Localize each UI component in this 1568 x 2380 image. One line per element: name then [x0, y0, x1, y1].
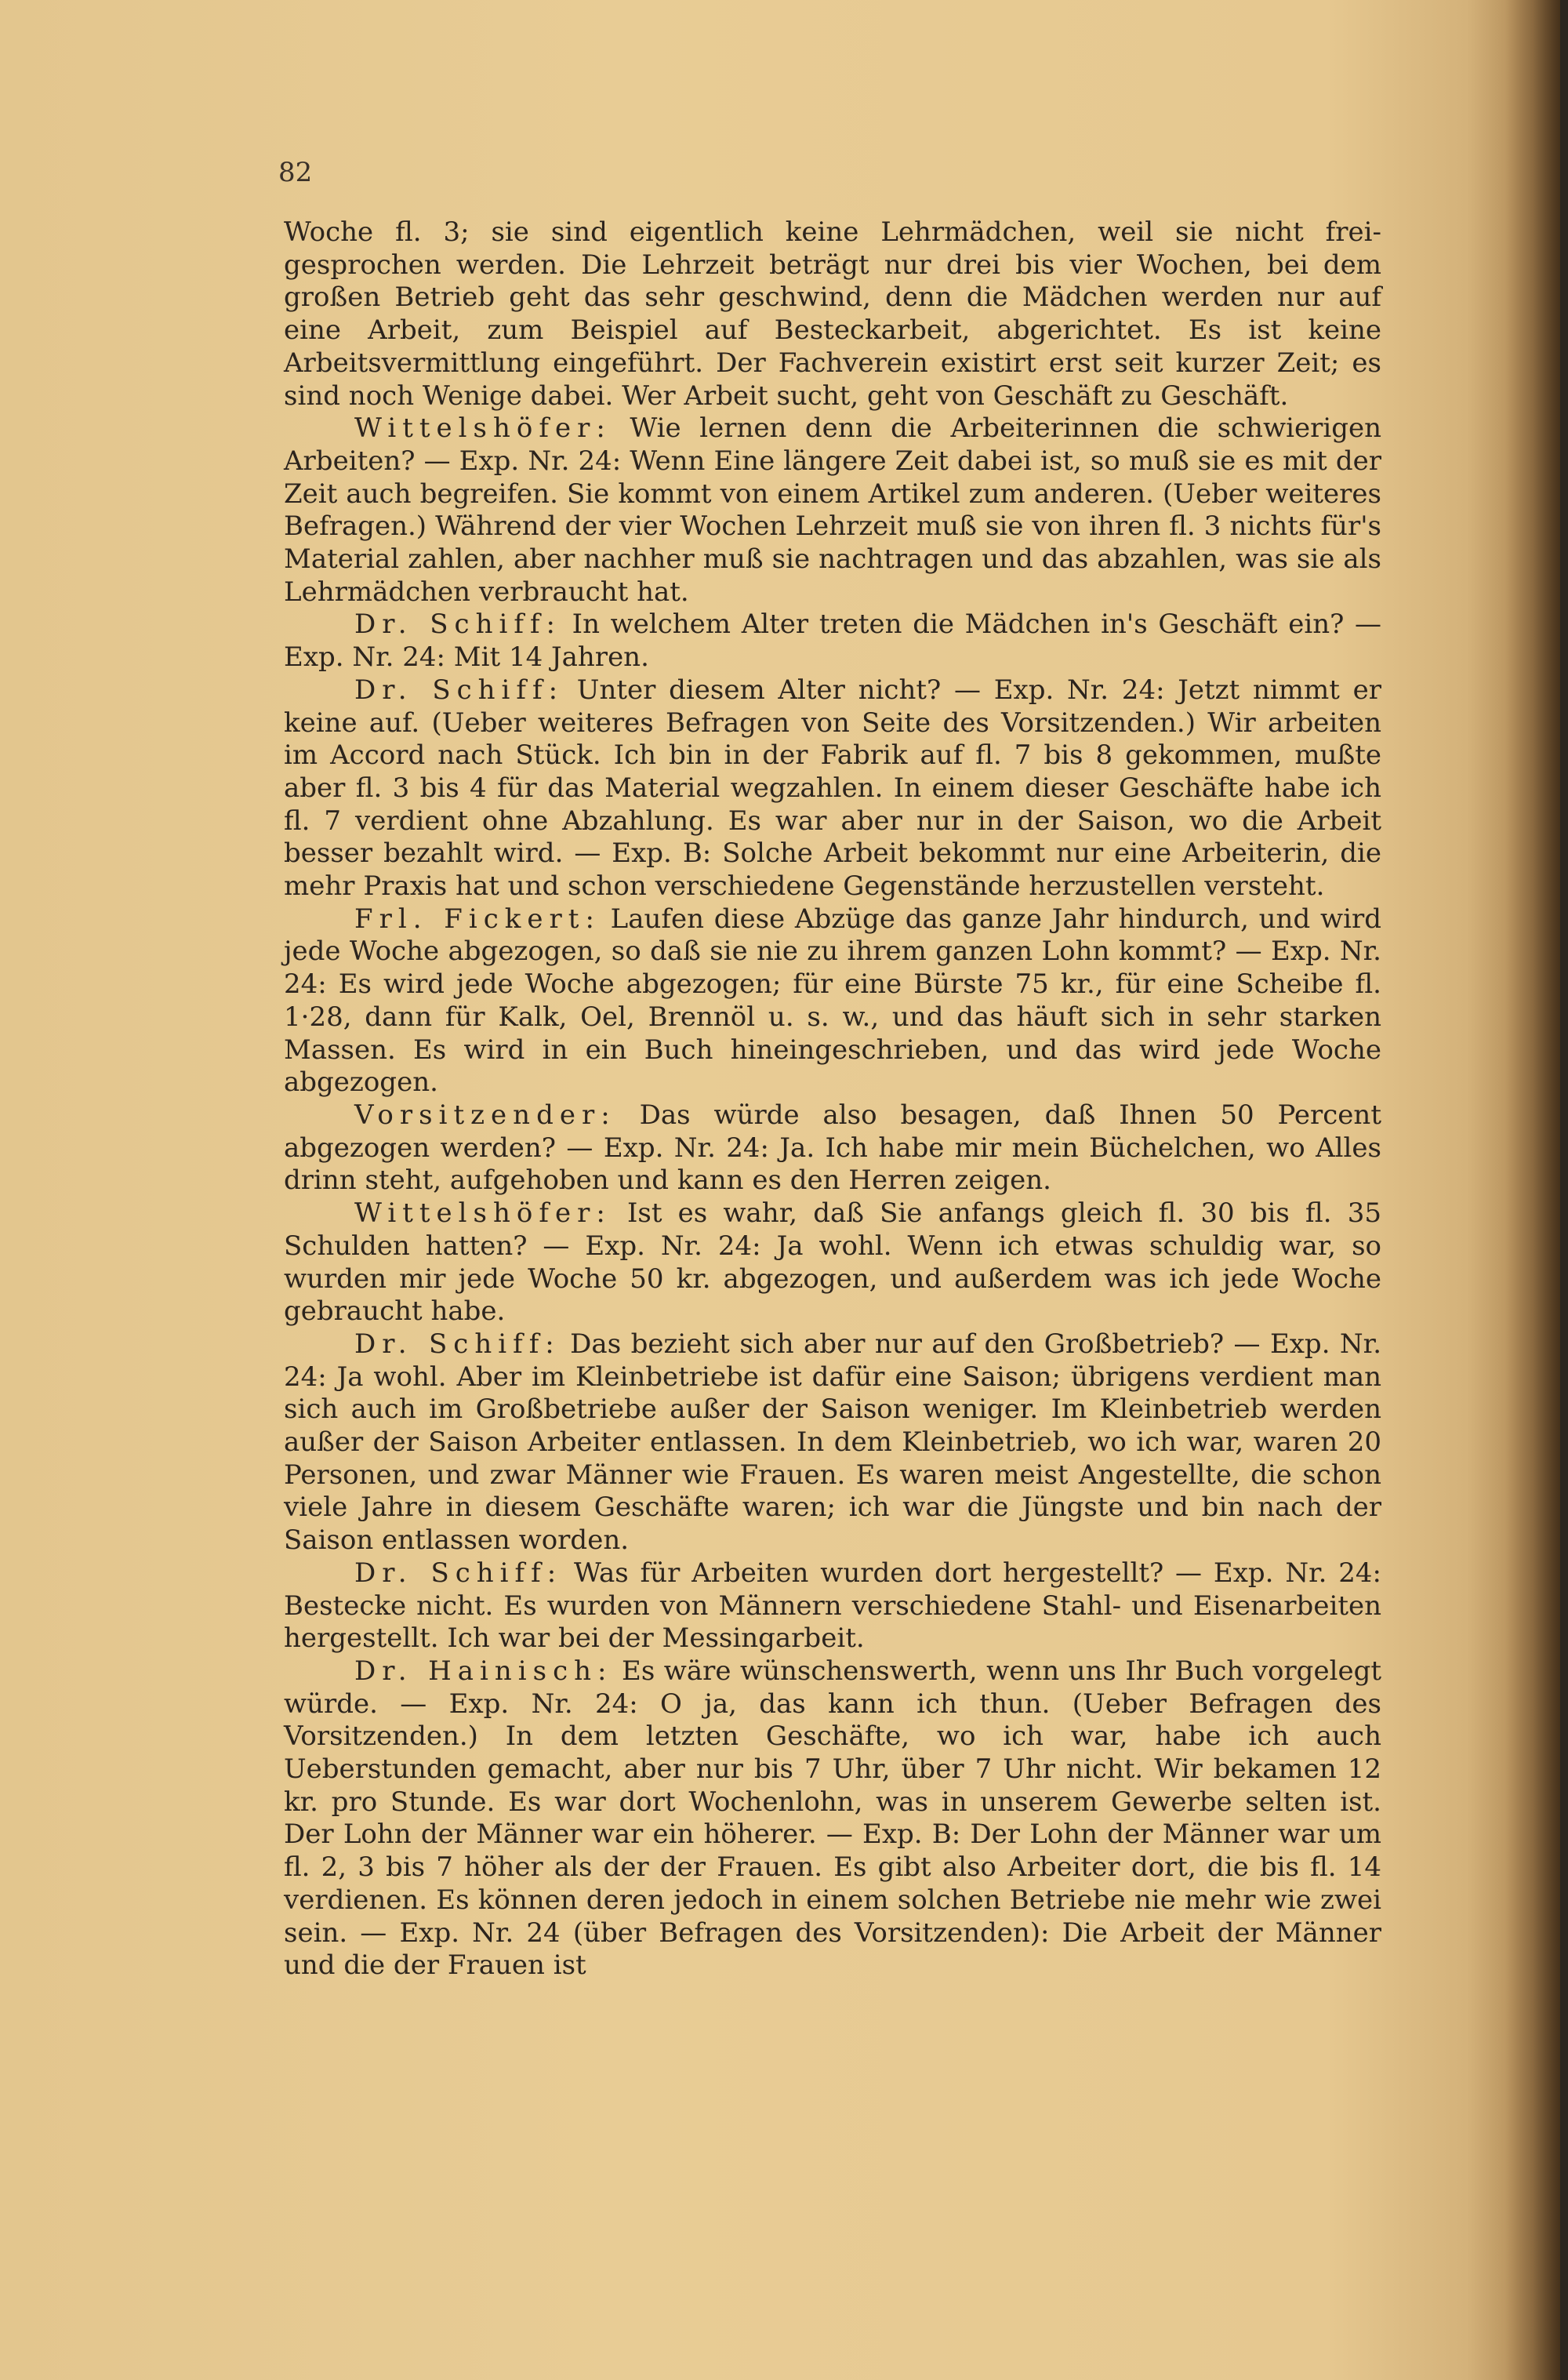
- paragraph-text: Unter diesem Alter nicht? — Exp. Nr. 24: Jetzt nimmt er keine auf. (Ueber weiteres Befragen von Seite des Vorsitzenden.) Wir arbeiten im Accord nach Stück. Ich bin in der Fabrik auf fl. 7 bis 8 gekommen, mußte aber fl. 3 bis 4 für das Material wegzahlen. In einem dieser Geschäfte habe ich fl. 7 verdient ohne Abzahlung. Es war aber nur in der Saison, wo die Arbeit besser bezahlt wird. — Exp. B: Solche Arbeit bekommt nur eine Arbeiterin, die mehr Praxis hat und schon verschiedene Gegenstände herzustellen versteht.: [284, 674, 1382, 903]
- speaker-name: Dr. Schiff:: [354, 609, 561, 641]
- paragraph-text: Wie lernen denn die Arbeiterinnen die schwierigen Arbeiten? — Exp. Nr. 24: Wenn Eine längere Zeit dabei ist, so muß sie es mit der Zeit auch begreifen. Sie kommt von einem Artikel zum anderen. (Ueber weiteres Befragen.) Während der vier Wochen Lehrzeit muß sie von ihren fl. 3 nichts für's Material zahlen, aber nachher muß sie nachtragen und das abzahlen, was sie als Lehrmädchen verbraucht hat.: [284, 412, 1381, 608]
- paragraph: [284, 1099, 1381, 1197]
- speaker-name: Dr. Schiff:: [354, 1328, 561, 1360]
- paragraph-text: Das bezieht sich aber nur auf den Großbetrieb? — Exp. Nr. 24: Ja wohl. Aber im Kleinbetriebe ist dafür eine Saison; übrigens verdient man sich auch im Großbetriebe außer der Saison weniger. Im Kleinbetrieb werden außer der Saison Arbeiter entlassen. In dem Kleinbetrieb, wo ich war, waren 20 Personen, und zwar Männer wie Frauen. Es waren meist Angestellte, die schon viele Jahre in diesem Geschäfte waren; ich war die Jüngste und bin nach der Saison entlassen worden.: [284, 1328, 1382, 1557]
- speaker-name: Dr. Schiff:: [354, 1557, 563, 1589]
- paragraph: [284, 1557, 1381, 1655]
- speaker-name: Dr. Schiff:: [354, 674, 564, 706]
- paragraph: [284, 412, 1381, 609]
- speaker-name: Dr. Hainisch:: [354, 1655, 613, 1687]
- paragraph: [284, 216, 1381, 412]
- paragraph-text: Laufen diese Abzüge das ganze Jahr hindurch, und wird jede Woche abgezogen, so daß sie nie zu ihrem ganzen Lohn kommt? — Exp. Nr. 24: Es wird jede Woche abgezogen; für eine Bürste 75 kr., für eine Scheibe fl. 1·28, dann für Kalk, Oel, Brennöl u. s. w., und das häuft sich in sehr starken Massen. Es wird in ein Buch hineingeschrieben, und das wird jede Woche abgezogen.: [284, 903, 1381, 1099]
- paragraph-text: Was für Arbeiten wurden dort hergestellt? — Exp. Nr. 24: Bestecke nicht. Es wurden von Männern verschiedene Stahl- und Eisenarbeiten hergestellt. Ich war bei der Messingarbeit.: [284, 1557, 1381, 1655]
- paragraph: [284, 1655, 1381, 1982]
- page-number: 82: [278, 157, 313, 188]
- speaker-name: Wittelshöfer:: [354, 1197, 612, 1230]
- speaker-name: Frl. Fickert:: [354, 903, 601, 935]
- paragraph-text: Woche fl. 3; sie sind eigentlich keine Lehrmädchen, weil sie nicht freigesprochen werden. Die Lehrzeit beträgt nur drei bis vier Wochen, bei dem großen Betrieb geht das sehr geschwind, denn die Mädchen werden nur auf eine Arbeit, zum Beispiel auf Besteckarbeit, abgerichtet. Es ist keine Arbeitsvermittlung eingeführt. Der Fachverein existirt erst seit kurzer Zeit; es sind noch Wenige dabei. Wer Arbeit sucht, geht von Geschäft zu Geschäft.: [284, 216, 1381, 412]
- paragraph: [284, 1328, 1381, 1557]
- speaker-name: Vorsitzender:: [354, 1099, 616, 1131]
- book-spine-shadow: [1505, 0, 1560, 2380]
- paragraph-text: Das würde also besagen, daß Ihnen 50 Percent abgezogen werden? — Exp. Nr. 24: Ja. Ich habe mir mein Büchelchen, wo Alles drinn steht, aufgehoben und kann es den Herren zeigen.: [284, 1099, 1381, 1197]
- speaker-name: Wittelshöfer:: [354, 412, 612, 445]
- paragraph-text: In welchem Alter treten die Mädchen in's Geschäft ein? — Exp. Nr. 24: Mit 14 Jahren.: [284, 609, 1381, 674]
- paragraph: [284, 1197, 1381, 1328]
- paragraph: [284, 903, 1381, 1099]
- text-body: [284, 216, 1381, 1982]
- paragraph-text: Ist es wahr, daß Sie anfangs gleich fl. 30 bis fl. 35 Schulden hatten? — Exp. Nr. 24: Ja wohl. Wenn ich etwas schuldig war, so wurden mir jede Woche 50 kr. abgezogen, und außerdem was ich jede Woche gebraucht habe.: [284, 1197, 1381, 1328]
- paragraph: [284, 609, 1381, 674]
- paragraph-text: Es wäre wünschenswerth, wenn uns Ihr Buch vorgelegt würde. — Exp. Nr. 24: O ja, das kann ich thun. (Ueber Befragen des Vorsitzenden.) In dem letzten Geschäfte, wo ich war, habe ich auch Ueberstunden gemacht, aber nur bis 7 Uhr, über 7 Uhr nicht. Wir bekamen 12 kr. pro Stunde. Es war dort Wochenlohn, was in unserem Gewerbe selten ist. Der Lohn der Männer war ein höherer. — Exp. B: Der Lohn der Männer war um fl. 2, 3 bis 7 höher als der der Frauen. Es gibt also Arbeiter dort, die bis fl. 14 verdienen. Es können deren jedoch in einem solchen Betriebe nie mehr wie zwei sein. — Exp. Nr. 24 (über Befragen des Vorsitzenden): Die Arbeit der Männer und die der Frauen ist: [284, 1655, 1381, 1982]
- paragraph: [284, 674, 1381, 903]
